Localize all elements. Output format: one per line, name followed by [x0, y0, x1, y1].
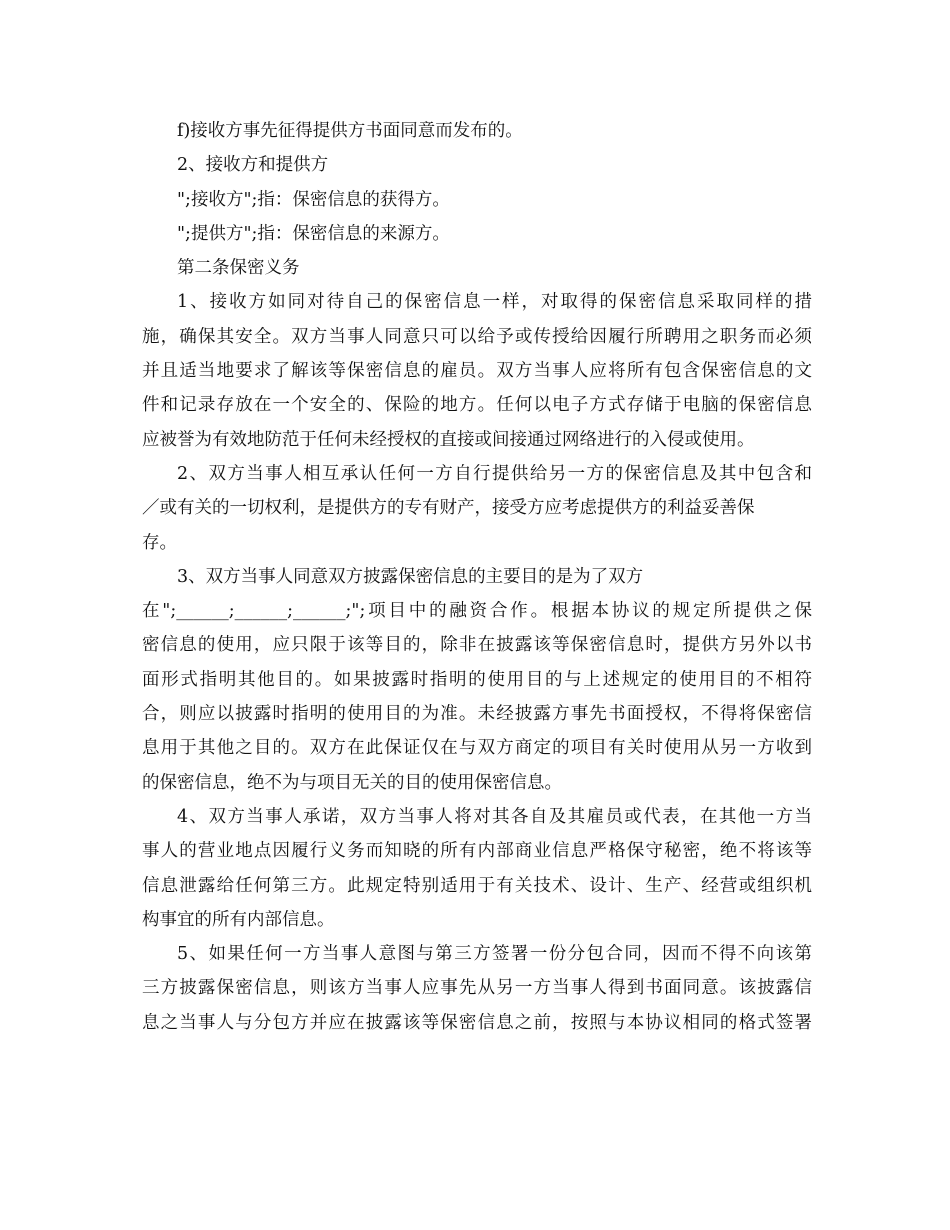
- paragraph-line: 件和记录存放在一个安全的、保险的地方。任何以电子方式存储于电脑的保密信息: [142, 395, 812, 416]
- section-heading: 第二条保密义务: [177, 258, 300, 279]
- paragraph-line: 存。: [142, 532, 177, 553]
- paragraph-line: 1、接收方如同对待自己的保密信息一样，对取得的保密信息采取同样的措: [177, 292, 812, 313]
- paragraph-line: 应被誉为有效地防范于任何未经授权的直接或间接通过网络进行的入侵或使用。: [142, 429, 755, 450]
- paragraph-line: 的保密信息，绝不为与项目无关的目的使用保密信息。: [142, 772, 562, 793]
- paragraph-line: 事人的营业地点因履行义务而知晓的所有内部商业信息严格保守秘密，绝不将该等: [142, 841, 812, 862]
- paragraph-line: 构事宜的所有内部信息。: [142, 909, 335, 930]
- definition-line: ";接收方";指：保密信息的获得方。: [177, 189, 450, 210]
- paragraph-line: 施，确保其安全。双方当事人同意只可以给予或传授给因履行所聘用之职务而必须: [142, 326, 812, 347]
- paragraph-line: 5、如果任何一方当事人意图与第三方签署一份分包合同，因而不得不向该第: [177, 944, 812, 965]
- paragraph-line: 息之当事人与分包方并应在披露该等保密信息之前，按照与本协议相同的格式签署: [142, 1012, 812, 1033]
- text-line: f)接收方事先征得提供方书面同意而发布的。: [177, 121, 523, 141]
- paragraph-line: 密信息的使用，应只限于该等目的，除非在披露该等保密信息时，提供方另外以书: [142, 635, 812, 656]
- paragraph-line: 3、双方当事人同意双方披露保密信息的主要目的是为了双方: [177, 566, 644, 587]
- paragraph-line: 4、双方当事人承诺，双方当事人将对其各自及其雇员或代表，在其他一方当: [177, 806, 812, 827]
- paragraph-line: 合，则应以披露时指明的使用目的为准。未经披露方事先书面授权，不得将保密信: [142, 704, 812, 725]
- list-item-heading: 2、接收方和提供方: [177, 155, 329, 176]
- definition-line: ";提供方";指：保密信息的来源方。: [177, 223, 450, 244]
- paragraph-line: 2、双方当事人相互承认任何一方自行提供给另一方的保密信息及其中包含和: [177, 463, 812, 484]
- paragraph-line: 三方披露保密信息，则该方当事人应事先从另一方当事人得到书面同意。该披露信: [142, 978, 812, 999]
- paragraph-line: 在";______;______;______;";项目中的融资合作。根据本协议的规定所提供之保: [142, 601, 812, 622]
- paragraph-line: 并且适当地要求了解该等保密信息的雇员。双方当事人应将所有包含保密信息的文: [142, 361, 812, 382]
- paragraph-line: 面形式指明其他目的。如果披露时指明的使用目的与上述规定的使用目的不相符: [142, 669, 812, 690]
- paragraph-line: 信息泄露给任何第三方。此规定特别适用于有关技术、设计、生产、经营或组织机: [142, 875, 812, 896]
- paragraph-line: 息用于其他之目的。双方在此保证仅在与双方商定的项目有关时使用从另一方收到: [142, 738, 812, 759]
- document-body: [142, 114, 812, 1040]
- paragraph-line: ／或有关的一切权利，是提供方的专有财产，接受方应考虑提供方的利益妥善保: [142, 498, 755, 519]
